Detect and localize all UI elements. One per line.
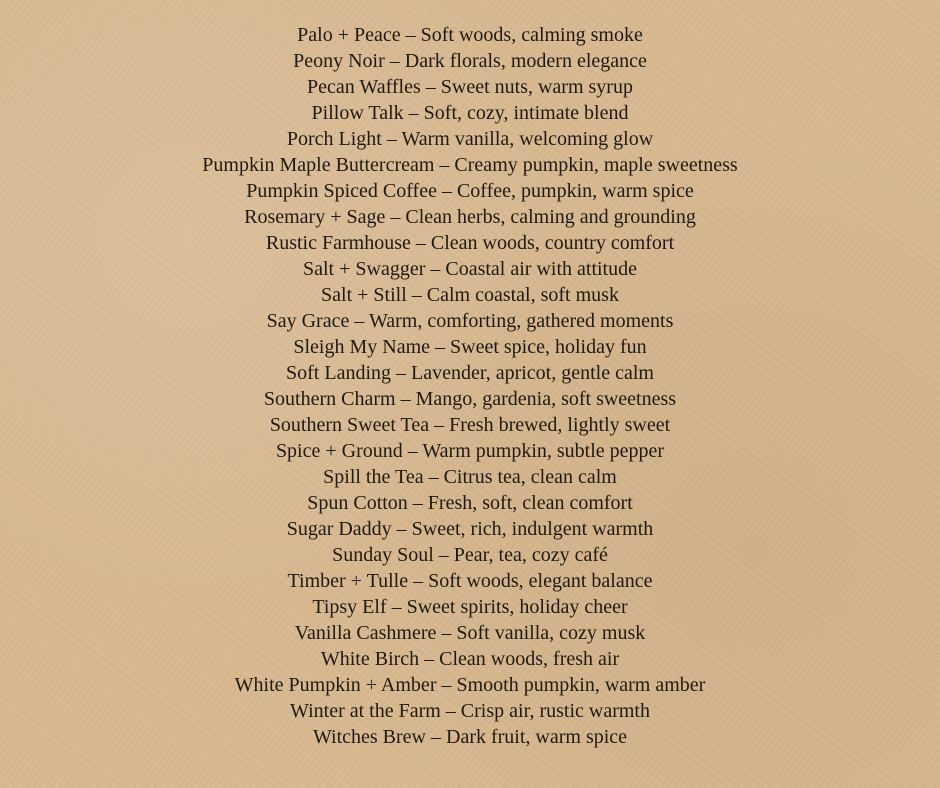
scent-item: Pumpkin Maple Buttercream – Creamy pumpkin, maple sweetness [202,154,738,176]
scent-item: Salt + Still – Calm coastal, soft musk [321,284,619,306]
scent-item: Spice + Ground – Warm pumpkin, subtle pepper [275,440,665,462]
scent-item: Timber + Tulle – Soft woods, elegant balance [287,570,653,592]
scent-item: Sleigh My Name – Sweet spice, holiday fun [293,336,647,358]
scent-item: White Birch – Clean woods, fresh air [320,648,620,670]
scent-item: Porch Light – Warm vanilla, welcoming glow [286,128,654,150]
scent-item: Soft Landing – Lavender, apricot, gentle calm [286,362,654,384]
scent-item: Rosemary + Sage – Clean herbs, calming and grounding [244,206,696,228]
scent-item: Rustic Farmhouse – Clean woods, country comfort [265,232,675,254]
scent-item: Sugar Daddy – Sweet, rich, indulgent warmth [286,518,654,540]
scent-item: Witches Brew – Dark fruit, warm spice [312,726,628,748]
scent-item: White Pumpkin + Amber – Smooth pumpkin, warm amber [234,674,706,696]
scent-item: Palo + Peace – Soft woods, calming smoke [297,24,643,46]
scent-item: Southern Charm – Mango, gardenia, soft sweetness [263,388,677,410]
scent-item: Sunday Soul – Pear, tea, cozy café [332,544,608,566]
scent-item: Say Grace – Warm, comforting, gathered moments [266,310,674,332]
scent-item: Southern Sweet Tea – Fresh brewed, lightly sweet [269,414,671,436]
scent-item: Pumpkin Spiced Coffee – Coffee, pumpkin, warm spice [246,180,694,202]
scent-item: Winter at the Farm – Crisp air, rustic warmth [290,700,650,722]
scent-item: Tipsy Elf – Sweet spirits, holiday cheer [312,596,628,618]
scent-item: Vanilla Cashmere – Soft vanilla, cozy musk [294,622,646,644]
scent-item: Salt + Swagger – Coastal air with attitude [303,258,637,280]
scent-item: Pecan Waffles – Sweet nuts, warm syrup [307,76,633,98]
scent-item: Pillow Talk – Soft, cozy, intimate blend [311,102,629,124]
scent-list [0,22,940,750]
scent-item: Peony Noir – Dark florals, modern elegance [293,50,647,72]
scent-item: Spun Cotton – Fresh, soft, clean comfort [307,492,633,514]
scent-item: Spill the Tea – Citrus tea, clean calm [323,466,617,488]
